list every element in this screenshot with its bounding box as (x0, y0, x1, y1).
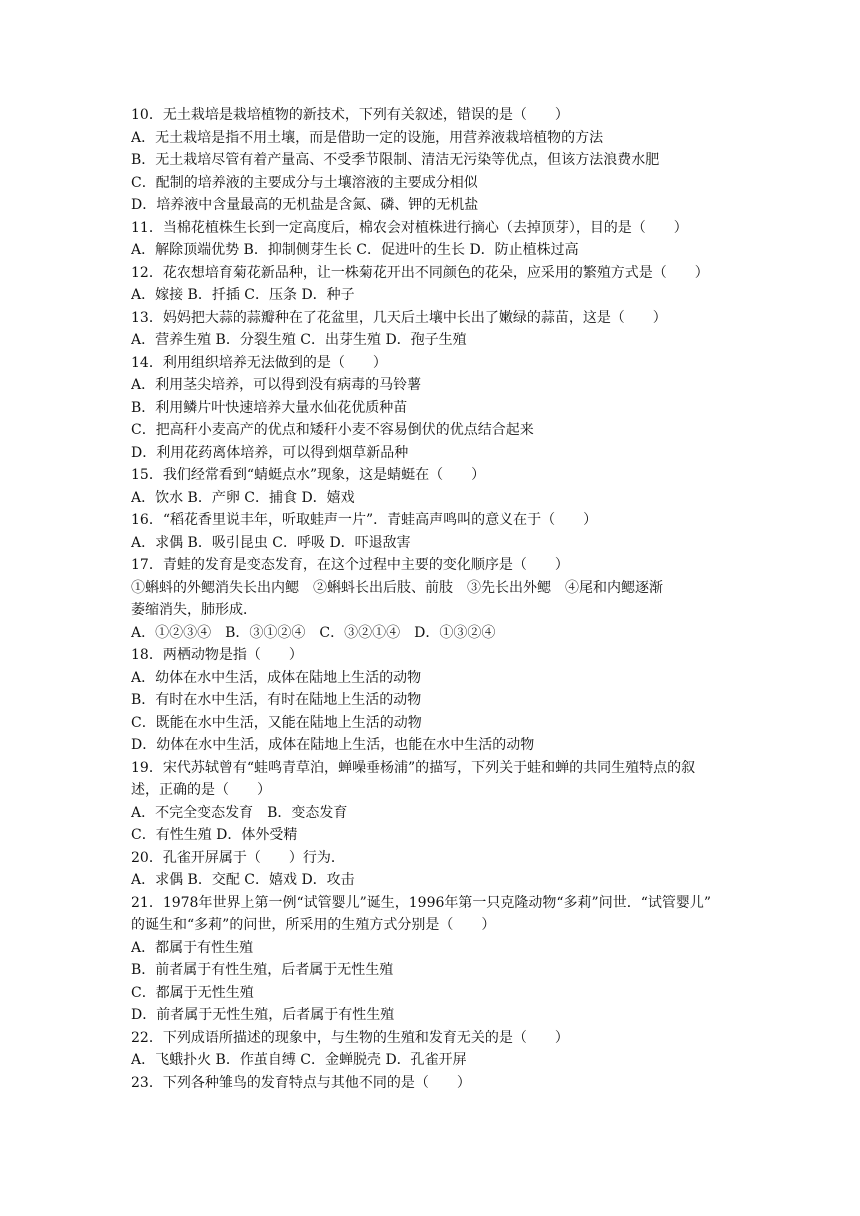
option-line: A．不完全变态发育 B．变态发育 (131, 804, 348, 821)
option-line: D．培养液中含量最高的无机盐是含氮、磷、钾的无机盐 (131, 197, 479, 213)
question-17-stem: 17．青蛙的发育是变态发育，在这个过程中主要的变化顺序是（ ） (131, 557, 569, 573)
option-line: C．都属于无性生殖 (131, 984, 254, 1001)
option-line: C．有性生殖 D．体外受精 (131, 827, 298, 843)
option-line: B．前者属于有性生殖，后者属于无性生殖 (131, 962, 394, 978)
option-line: A．营养生殖 B．分裂生殖 C．出芽生殖 D．孢子生殖 (131, 332, 467, 348)
option-line: A．求偶 B．吸引昆虫 C．呼吸 D．吓退敌害 (131, 534, 411, 551)
option-line: C．配制的培养液的主要成分与土壤溶液的主要成分相似 (131, 174, 478, 191)
question-12-stem: 12．花农想培育菊花新品种，让一株菊花开出不同颜色的花朵，应采用的繁殖方式是（ ） (131, 264, 709, 281)
option-line: A．都属于有性生殖 (131, 939, 254, 956)
question-10-stem: 10．无土栽培是栽培植物的新技术，下列有关叙述，错误的是（ ） (131, 107, 569, 123)
question-20-stem: 20．孔雀开屏属于（ ）行为． (131, 849, 345, 866)
question-13-stem: 13．妈妈把大蒜的蒜瓣种在了花盆里，几天后土壤中长出了嫩绿的蒜苗，这是（ ） (131, 309, 667, 326)
option-line: A．幼体在水中生活，成体在陆地上生活的动物 (131, 669, 422, 686)
option-line: D．前者属于无性生殖，后者属于有性生殖 (131, 1007, 395, 1023)
option-line: D．幼体在水中生活，成体在陆地上生活，也能在水中生活的动物 (131, 737, 535, 753)
question-15-stem: 15．我们经常看到“蜻蜓点水”现象，这是蜻蜓在（ ） (131, 467, 486, 483)
question-23-stem: 23．下列各种雏鸟的发育特点与其他不同的是（ ） (131, 1074, 471, 1091)
question-19-stem: 19．宋代苏轼曾有“蛙鸣青草泊，蝉噪垂杨浦”的描写，下列关于蛙和蝉的共同生殖特点的叙 (131, 759, 696, 776)
question-17-steps: ①蝌蚪的外鳃消失长出内鳃 ②蝌蚪长出后肢、前肢 ③先长出外鳃 ④尾和内鳃逐渐 (131, 579, 663, 596)
option-line: A．无土栽培是指不用土壤，而是借助一定的设施，用营养液栽培植物的方法 (131, 129, 604, 146)
option-line: C．把高秆小麦高产的优点和矮秆小麦不容易倒伏的优点结合起来 (131, 422, 534, 438)
question-14-stem: 14．利用组织培养无法做到的是（ ） (131, 354, 387, 371)
question-18-stem: 18．两栖动物是指（ ） (131, 647, 303, 663)
option-line: A．嫁接 B．扦插 C．压条 D．种子 (131, 287, 355, 303)
question-21-stem: 21．1978年世界上第一例“试管婴儿”诞生，1996年第一只克隆动物“多莉”问世．“试管婴儿” (131, 894, 712, 911)
option-line: A．饮水 B．产卵 C．捕食 D．嬉戏 (131, 489, 355, 506)
option-line: A．利用茎尖培养，可以得到没有病毒的马铃薯 (131, 377, 422, 393)
option-line: A．解除顶端优势 B．抑制侧芽生长 C．促进叶的生长 D．防止植株过高 (131, 242, 579, 258)
option-line: A．求偶 B．交配 C．嬉戏 D．攻击 (131, 872, 355, 888)
question-19-stem-cont: 述，正确的是（ ） (131, 782, 271, 798)
question-list (131, 104, 731, 1094)
question-17-steps-cont: 萎缩消失，肺形成． (131, 602, 257, 618)
option-line: C．既能在水中生活，又能在陆地上生活的动物 (131, 714, 422, 731)
question-21-stem-cont: 的诞生和“多莉”的问世，所采用的生殖方式分别是（ ） (131, 917, 496, 933)
option-line: D．利用花药离体培养，可以得到烟草新品种 (131, 444, 409, 461)
option-line: A．①②③④ B．③①②④ C．③②①④ D．①③②④ (131, 624, 496, 641)
question-22-stem: 22．下列成语所描述的现象中，与生物的生殖和发育无关的是（ ） (131, 1029, 569, 1046)
option-line: A．飞蛾扑火 B．作茧自缚 C．金蝉脱壳 D．孔雀开屏 (131, 1052, 467, 1068)
option-line: B．无土栽培尽管有着产量高、不受季节限制、清洁无污染等优点，但该方法浪费水肥 (131, 152, 660, 168)
option-line: B．利用鳞片叶快速培养大量水仙花优质种苗 (131, 399, 408, 416)
option-line: B．有时在水中生活，有时在陆地上生活的动物 (131, 692, 422, 708)
question-16-stem: 16．“稻花香里说丰年，听取蛙声一片”．青蛙高声鸣叫的意义在于（ ） (131, 512, 598, 528)
question-11-stem: 11．当棉花植株生长到一定高度后，棉农会对植株进行摘心（去掉顶芽），目的是（ ） (131, 219, 688, 236)
